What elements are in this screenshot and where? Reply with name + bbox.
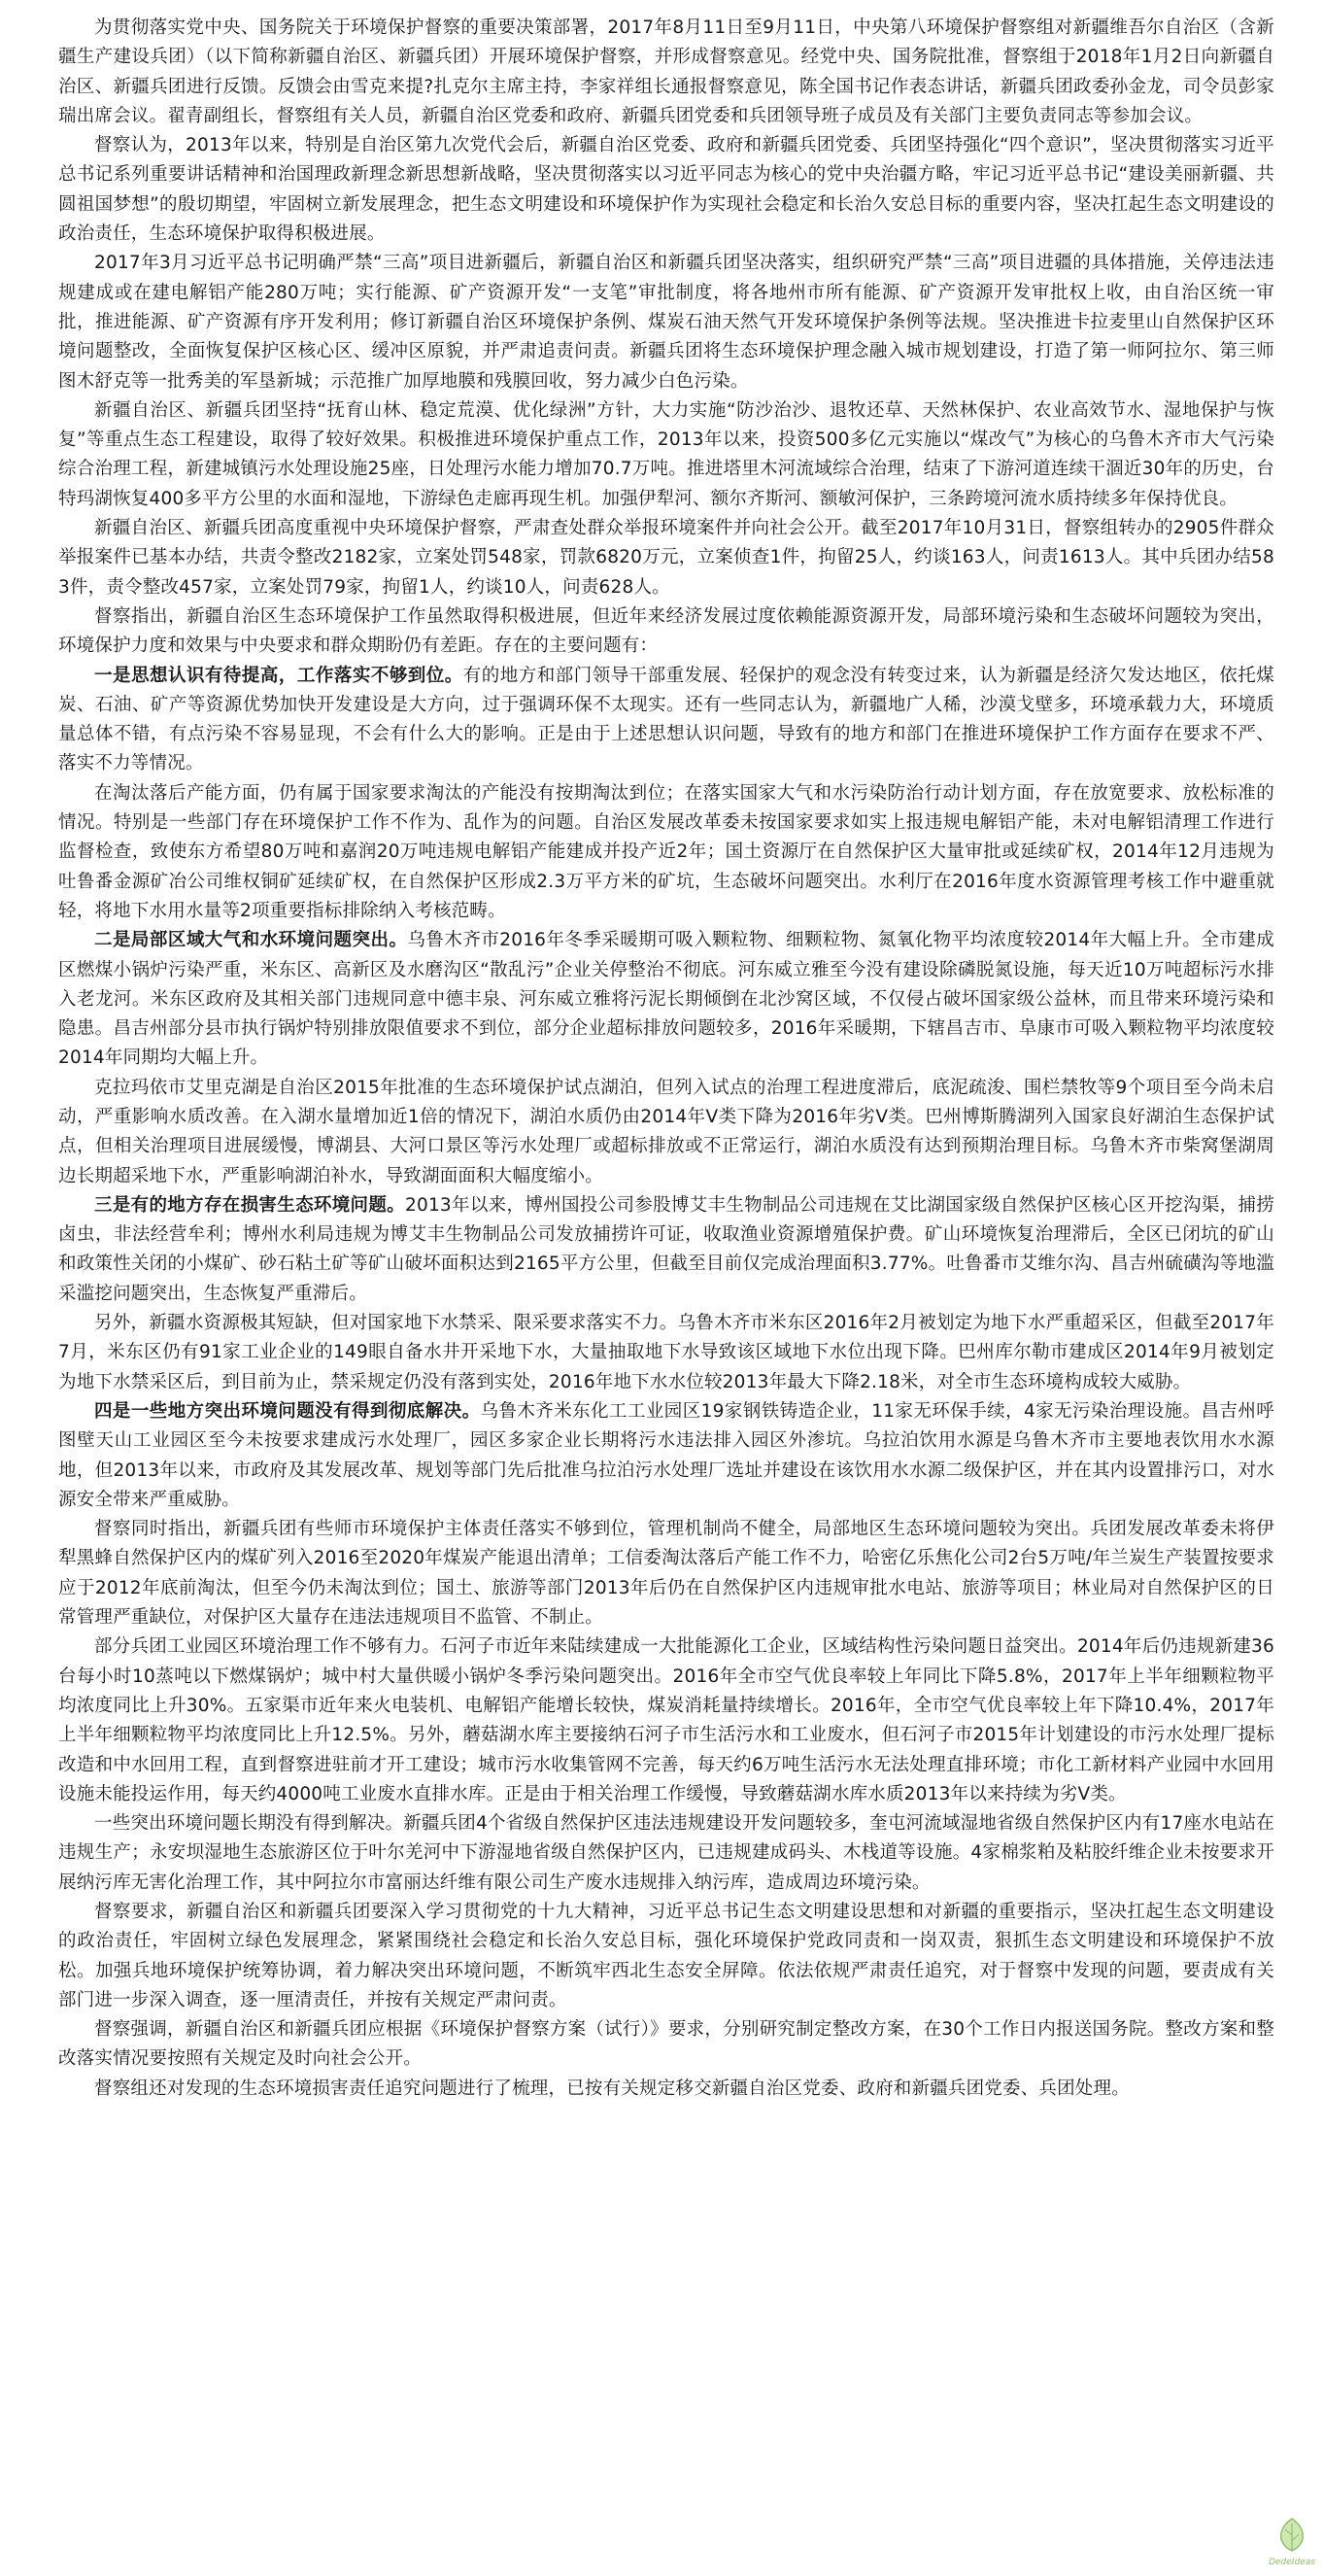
- paragraph-text: 部分兵团工业园区环境治理工作不够有力。石河子市近年来陆续建成一大批能源化工企业，区域结构性污染问题日益突出。2014年后仍违规新建36台每小时10蒸吨以下燃煤锅炉；城中村大量供暖小锅炉冬季污染问题突出。2016年全市空气优良率较上年同比下降5.8%，2017年上半年细颗粒物平均浓度同比上升30%。五家渠市近年来火电装机、电解铝产能增长较快，煤炭消耗量持续增长。2016年，全市空气优良率较上年下降10.4%，2017年上半年细颗粒物平均浓度同比上升12.5%。另外，蘑菇湖水库主要接纳石河子市生活污水和工业废水，但石河子市2015年计划建设的市污水处理厂提标改造和中水回用工程，直到督察进驻前才开工建设；城市污水收集管网不完善，每天约6万吨生活污水无法处理直排环境；市化工新材料产业园中水回用设施未能投运作用，每天约4000吨工业废水直排水库。正是由于相关治理工作缓慢，导致蘑菇湖水库水质2013年以来持续为劣V类。: [58, 1636, 1274, 1804]
- paragraph: [58, 602, 1274, 662]
- leaf-logo-icon: [1272, 2516, 1311, 2553]
- paragraph-text: 有的地方和部门领导干部重发展、轻保护的观念没有转变过来，认为新疆是经济欠发达地区，依托煤炭、石油、矿产等资源优势加快开发建设是大方向，过于强调环保不太现实。还有一些同志认为，新疆地广人稀，沙漠戈壁多，环境承载力大，环境质量总体不错，有点污染不容易显现，不会有什么大的影响。正是由于上述思想认识问题，导致有的地方和部门在推进环境保护工作方面存在要求不严、落实不力等情况。: [58, 665, 1274, 774]
- paragraph-text: 一些突出环境问题长期没有得到解决。新疆兵团4个省级自然保护区违法违规建设开发问题较多，奎屯河流域湿地省级自然保护区内有17座水电站在违规生产；永安坝湿地生态旅游区位于叶尔羌河中下游湿地省级自然保护区内，已违规建成码头、木栈道等设施。4家棉浆粕及粘胶纤维企业未按要求开展纳污库无害化治理工作，其中阿拉尔市富丽达纤维有限公司生产废水违规排入纳污库，造成周边环境污染。: [58, 1813, 1274, 1893]
- paragraph: [58, 1809, 1274, 1898]
- paragraph: [58, 1515, 1274, 1632]
- paragraph: [58, 249, 1274, 395]
- paragraph-text: 2017年3月习近平总书记明确严禁“三高”项目进新疆后，新疆自治区和新疆兵团坚决落实，组织研究严禁“三高”项目进疆的具体措施，关停违法违规建成或在建电解铝产能280万吨；实行能源、矿产资源开发“一支笔”审批制度，将各地州市所有能源、矿产资源开发审批权上收，由自治区统一审批，推进能源、矿产资源有序开发利用；修订新疆自治区环境保护条例、煤炭石油天然气开发环境保护条例等法规。坚决推进卡拉麦里山自然保护区环境问题整改，全面恢复保护区核心区、缓冲区原貌，并严肃追责问责。新疆兵团将生态环境保护理念融入城市规划建设，打造了第一师阿拉尔、第三师图木舒克等一批秀美的军垦新城；示范推广加厚地膜和残膜回收，努力减少白色污染。: [58, 253, 1274, 392]
- paragraph-text: 为贯彻落实党中央、国务院关于环境保护督察的重要决策部署，2017年8月11日至9月11日，中央第八环境保护督察组对新疆维吾尔自治区（含新疆生产建设兵团）（以下简称新疆自治区、新疆兵团）开展环境保护督察，并形成督察意见。经党中央、国务院批准，督察组于2018年1月2日向新疆自治区、新疆兵团进行反馈。反馈会由雪克来提?扎克尔主席主持，李家祥组长通报督察意见，陈全国书记作表态讲话，新疆兵团政委孙金龙，司令员彭家瑞出席会议。翟青副组长，督察组有关人员，新疆自治区党委和政府、新疆兵团党委和兵团领导班子成员及有关部门主要负责同志等参加会议。: [58, 17, 1274, 126]
- paragraph: [58, 2075, 1274, 2104]
- paragraph: [58, 1191, 1274, 1309]
- watermark-text: DedeIdeas: [1269, 2558, 1315, 2567]
- paragraph: [58, 1898, 1274, 2015]
- paragraph: [58, 926, 1274, 1073]
- paragraph-text: 督察认为，2013年以来，特别是自治区第九次党代会后，新疆自治区党委、政府和新疆兵团党委、兵团坚持强化“四个意识”，坚决贯彻落实习近平总书记系列重要讲话精神和治国理政新理念新思想新战略，坚决贯彻落实以习近平同志为核心的党中央治疆方略，牢记习近平总书记“建设美丽新疆、共圆祖国梦想”的殷切期望，牢固树立新发展理念，把生态文明建设和环境保护作为实现社会稳定和长治久安总目标的重要内容，坚决扛起生态文明建设的政治责任，生态环境保护取得积极进展。: [58, 135, 1274, 245]
- paragraph-text: 新疆自治区、新疆兵团坚持“抚育山林、稳定荒漠、优化绿洲”方针，大力实施“防沙治沙、退牧还草、天然林保护、农业高效节水、湿地保护与恢复”等重点生态工程建设，取得了较好效果。积极推进环境保护重点工作，2013年以来，投资500多亿元实施以“煤改气”为核心的乌鲁木齐市大气污染综合治理工程，新建城镇污水处理设施25座，日处理污水能力增加70.7万吨。推进塔里木河流域综合治理，结束了下游河道连续干涸近30年的历史，台特玛湖恢复400多平方公里的水面和湿地，下游绿色走廊再现生机。加强伊犁河、额尔齐斯河、额敏河保护，三条跨境河流水质持续多年保持优良。: [58, 399, 1274, 509]
- paragraph-text: 乌鲁木齐米东化工工业园区19家钢铁铸造企业，11家无环保手续，4家无污染治理设施。昌吉州呼图壁天山工业园区至今未按要求建成污水处理厂，园区多家企业长期将污水违法排入园区外渗坑。乌拉泊饮用水源是乌鲁木齐市主要地表饮用水水源地，但2013年以来，市政府及其发展改革、规划等部门先后批准乌拉泊污水处理厂选址并建设在该饮用水水源二级保护区，并在其内设置排污口，对水源安全带来严重威胁。: [58, 1400, 1274, 1510]
- paragraph-heading: 四是一些地方突出环境问题没有得到彻底解决。: [94, 1400, 481, 1422]
- paragraph: [58, 1397, 1274, 1515]
- paragraph-text: 督察指出，新疆自治区生态环境保护工作虽然取得积极进展，但近年来经济发展过度依赖能源资源开发，局部环境污染和生态破坏问题较为突出，环境保护力度和效果与中央要求和群众期盼仍有差距。存在的主要问题有：: [58, 605, 1274, 657]
- paragraph: [58, 779, 1274, 926]
- paragraph-heading: 一是思想认识有待提高，工作落实不够到位。: [94, 665, 463, 686]
- paragraph: [58, 131, 1274, 249]
- paragraph-text: 督察组还对发现的生态环境损害责任追究问题进行了梳理，已按有关规定移交新疆自治区党委、政府和新疆兵团党委、兵团处理。: [94, 2078, 1130, 2099]
- paragraph-text: 克拉玛依市艾里克湖是自治区2015年批准的生态环境保护试点湖泊，但列入试点的治理工程进度滞后，底泥疏浚、围栏禁牧等9个项目至今尚未启动，严重影响水质改善。在入湖水量增加近1倍的情况下，湖泊水质仍由2014年V类下降为2016年劣V类。巴州博斯腾湖列入国家良好湖泊生态保护试点，但相关治理项目进展缓慢，博湖县、大河口景区等污水处理厂或超标排放或不正常运行，湖泊水质没有达到预期治理目标。乌鲁木齐市柴窝堡湖周边长期超采地下水，严重影响湖泊补水，导致湖面面积大幅度缩小。: [58, 1077, 1274, 1186]
- watermark: [1267, 2516, 1317, 2570]
- paragraph-text: 在淘汰落后产能方面，仍有属于国家要求淘汰的产能没有按期淘汰到位；在落实国家大气和水污染防治行动计划方面，存在放宽要求、放松标准的情况。特别是一些部门存在环境保护工作不作为、乱作为的问题。自治区发展改革委未按国家要求如实上报违规电解铝产能，未对电解铝清理工作进行监督检查，致使东方希望80万吨和嘉润20万吨违规电解铝产能建成并投产近2年；国土资源厅在自然保护区大量审批或延续矿权，2014年12月违规为吐鲁番金源矿冶公司维权铜矿延续矿权，在自然保护区形成2.3万平方米的矿坑，生态破坏问题突出。水利厅在2016年度水资源管理考核工作中避重就轻，将地下水用水量等2项重要指标排除纳入考核范畴。: [58, 782, 1274, 921]
- paragraph: [58, 1632, 1274, 1809]
- paragraph-text: 督察要求，新疆自治区和新疆兵团要深入学习贯彻党的十九大精神，习近平总书记生态文明建设思想和对新疆的重要指示，坚决扛起生态文明建设的政治责任，牢固树立绿色发展理念，紧紧围绕社会稳定和长治久安总目标，强化环境保护党政同责和一岗双责，狠抓生态文明建设和环境保护不放松。加强兵地环境保护统筹协调，着力解决突出环境问题，不断筑牢西北生态安全屏障。依法依规严肃责任追究，对于督察中发现的问题，要责成有关部门进一步深入调查，逐一厘清责任，并按有关规定严肃问责。: [58, 1902, 1274, 2010]
- paragraph-text: 另外，新疆水资源极其短缺，但对国家地下水禁采、限采要求落实不力。乌鲁木齐市米东区2016年2月被划定为地下水严重超采区，但截至2017年7月，米东区仍有91家工业企业的149眼自备水井开采地下水，大量抽取地下水导致该区域地下水位出现下降。巴州库尔勒市建成区2014年9月被划定为地下水禁采区后，到目前为止，禁采规定仍没有落到实处，2016年地下水水位较2013年最大下降2.18米，对全市生态环境构成较大威胁。: [58, 1313, 1274, 1392]
- paragraph-heading: 二是局部区域大气和水环境问题突出。: [94, 930, 408, 951]
- paragraph-text: 2013年以来，博州国投公司参股博艾丰生物制品公司违规在艾比湖国家级自然保护区核心区开挖沟渠，捕捞卤虫，非法经营牟利；博州水利局违规为博艾丰生物制品公司发放捕捞许可证，收取渔业资源增殖保护费。矿山环境恢复治理滞后，全区已闭坑的矿山和政策性关闭的小煤矿、砂石粘土矿等矿山破坏面积达到2165平方公里，但截至目前仅完成治理面积3.77%。吐鲁番市艾维尔沟、昌吉州硫磺沟等地滥采滥挖问题突出，生态恢复严重滞后。: [58, 1194, 1274, 1304]
- paragraph: [58, 514, 1274, 602]
- paragraph: [58, 2015, 1274, 2075]
- paragraph: [58, 396, 1274, 514]
- paragraph-text: 督察同时指出，新疆兵团有些师市环境保护主体责任落实不够到位，管理机制尚不健全，局部地区生态环境问题较为突出。兵团发展改革委未将伊犁黑蜂自然保护区内的煤矿列入2016至2020年煤炭产能退出清单；工信委淘汰落后产能工作不力，哈密亿乐焦化公司2台5万吨/年兰炭生产装置按要求应于2012年底前淘汰，但至今仍未淘汰到位；国土、旅游等部门2013年后仍在自然保护区内违规审批水电站、旅游等项目；林业局对自然保护区的日常管理严重缺位，对保护区大量存在违法违规项目不监管、不制止。: [58, 1519, 1274, 1629]
- paragraph: [58, 662, 1274, 779]
- paragraph: [58, 14, 1274, 131]
- paragraph-text: 新疆自治区、新疆兵团高度重视中央环境保护督察，严肃查处群众举报环境案件并向社会公开。截至2017年10月31日，督察组转办的2905件群众举报案件已基本办结，共责令整改2182家，立案处罚548家，罚款6820万元，立案侦查1件，拘留25人，约谈163人，问责1613人。其中兵团办结583件，责令整改457家，立案处罚79家，拘留1人，约谈10人，问责628人。: [58, 518, 1274, 598]
- paragraph-heading: 三是有的地方存在损害生态环境问题。: [94, 1194, 406, 1216]
- paragraph-text: 督察强调，新疆自治区和新疆兵团应根据《环境保护督察方案（试行）》要求，分别研究制定整改方案，在30个工作日内报送国务院。整改方案和整改落实情况要按照有关规定及时向社会公开。: [58, 2019, 1274, 2070]
- paragraph-text: 乌鲁木齐市2016年冬季采暖期可吸入颗粒物、细颗粒物、氮氧化物平均浓度较2014年大幅上升。全市建成区燃煤小锅炉污染严重，米东区、高新区及水磨沟区“散乱污”企业关停整治不彻底。河东威立雅至今没有建设除磷脱氮设施，每天近10万吨超标污水排入老龙河。米东区政府及其相关部门违规同意中德丰泉、河东威立雅将污泥长期倾倒在北沙窝区域，不仅侵占破坏国家级公益林，而且带来环境污染和隐患。昌吉州部分县市执行锅炉特别排放限值要求不到位，部分企业超标排放问题较多，2016年采暖期，下辖昌吉市、阜康市可吸入颗粒物平均浓度较2014年同期均大幅上升。: [58, 930, 1274, 1069]
- document-body: [58, 14, 1274, 2104]
- paragraph: [58, 1074, 1274, 1191]
- paragraph: [58, 1309, 1274, 1397]
